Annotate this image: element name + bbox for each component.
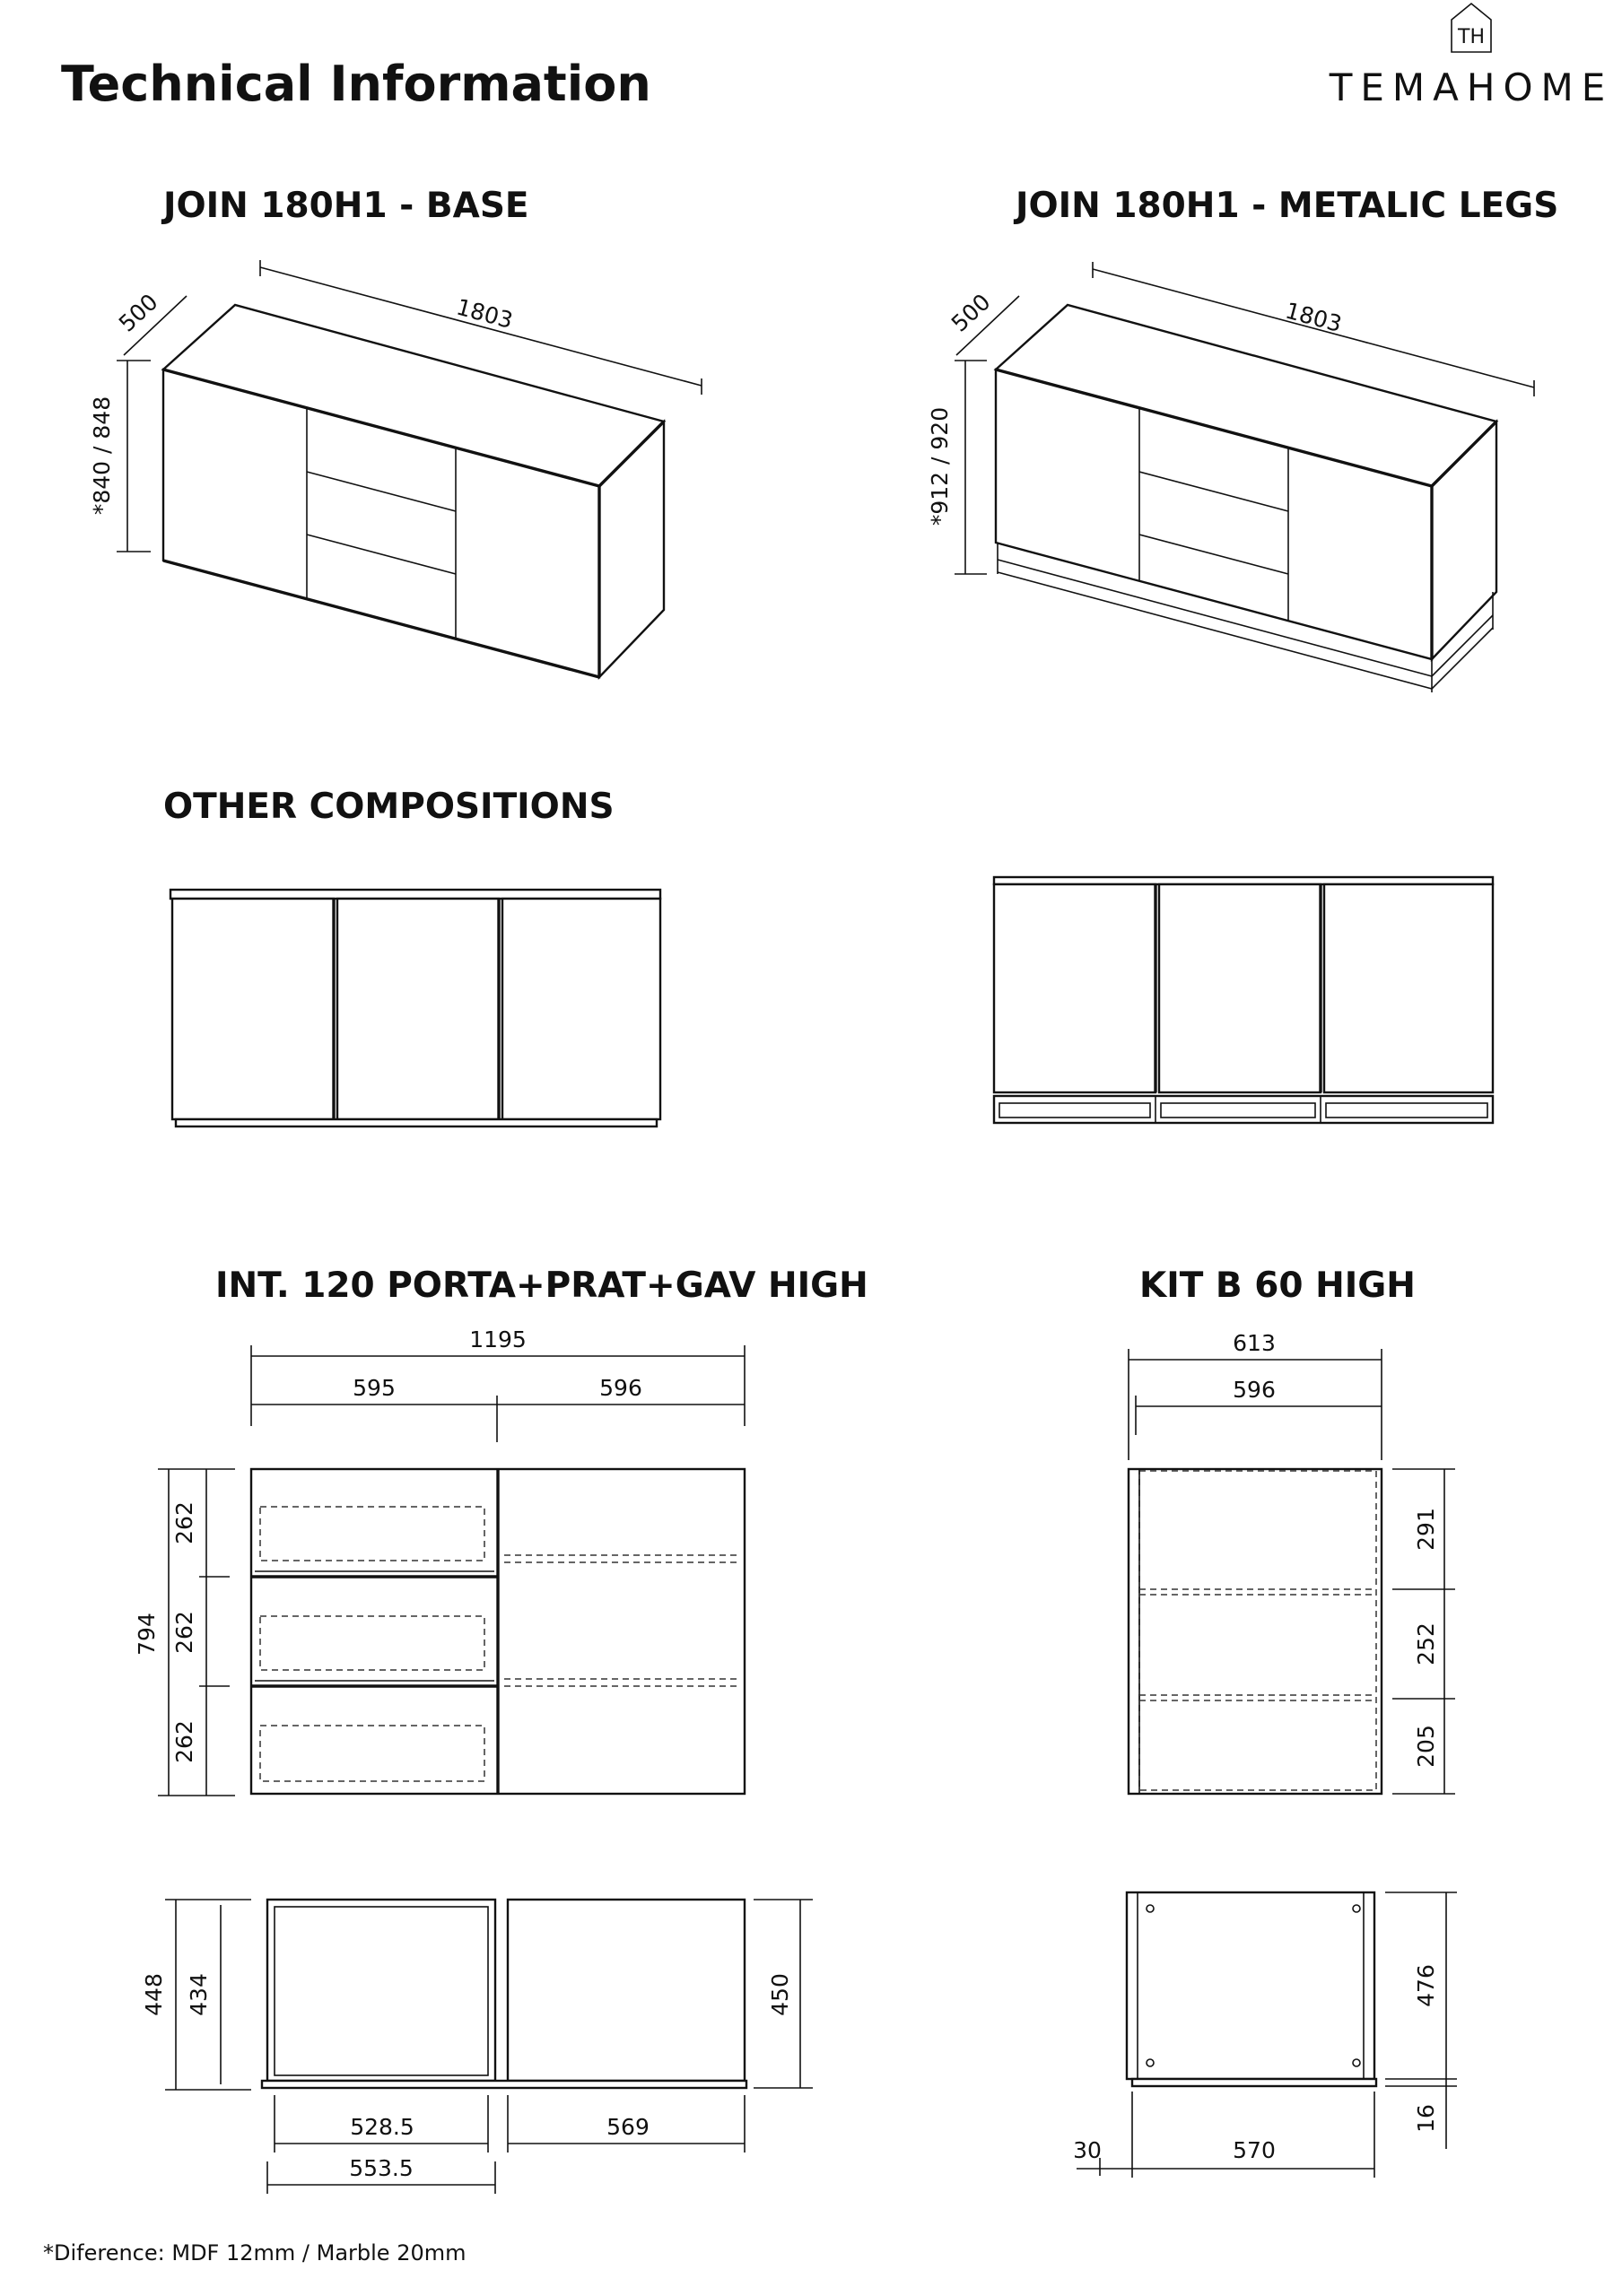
temahome-logo bbox=[1329, 4, 1614, 109]
int120-dimensions-left bbox=[134, 1469, 235, 1796]
base-width-label: 1803 bbox=[453, 293, 516, 335]
footnote: *Diference: MDF 12mm / Marble 20mm bbox=[43, 2240, 467, 2266]
kitb-total-width-label: 613 bbox=[1233, 1330, 1276, 1356]
int120-inner-width-label: 528.5 bbox=[350, 2114, 414, 2140]
brand-name: TEMAHOME bbox=[1329, 65, 1614, 109]
base-depth-label: 500 bbox=[113, 288, 163, 337]
heading-other-compositions: OTHER COMPOSITIONS bbox=[163, 787, 615, 827]
int120-drawer-3-label: 262 bbox=[171, 1720, 197, 1763]
kitb-dimensions-right bbox=[1392, 1469, 1455, 1794]
int120-total-width-label: 1195 bbox=[469, 1326, 527, 1352]
int120-right-plan-width-label: 569 bbox=[606, 2114, 650, 2140]
page-title: Technical Information bbox=[61, 56, 651, 112]
kitb-h3-label: 205 bbox=[1413, 1725, 1439, 1768]
int120-dimensions-top bbox=[251, 1326, 745, 1442]
base-height-label: *840 / 848 bbox=[89, 396, 115, 516]
int120-drawer-1-label: 262 bbox=[171, 1501, 197, 1544]
int120-outer-depth-label: 448 bbox=[141, 1973, 167, 2016]
kitb-h2-label: 252 bbox=[1413, 1622, 1439, 1665]
legs-width-label: 1803 bbox=[1282, 297, 1345, 338]
composition-legs-3-doors bbox=[994, 877, 1493, 1123]
int120-right-depth-label: 450 bbox=[767, 1973, 793, 2016]
kitb-inner-width-label: 596 bbox=[1233, 1377, 1276, 1403]
base-sideboard-drawing bbox=[163, 305, 664, 677]
logo-letters: TH bbox=[1458, 26, 1485, 48]
legs-height-label: *912 / 920 bbox=[927, 406, 953, 526]
kitb-offset-label: 30 bbox=[1073, 2137, 1102, 2163]
kitb-dimensions-top bbox=[1129, 1330, 1382, 1460]
kitb-depth-label: 476 bbox=[1413, 1964, 1439, 2007]
legs-sideboard-drawing bbox=[996, 305, 1496, 692]
heading-kit-b-60: KIT B 60 HIGH bbox=[1139, 1265, 1416, 1306]
heading-base: JOIN 180H1 - BASE bbox=[163, 186, 529, 226]
kitb-plinth-label: 16 bbox=[1413, 2104, 1439, 2133]
int120-front-elevation bbox=[251, 1469, 745, 1794]
composition-base-3-doors bbox=[170, 890, 660, 1126]
legs-depth-label: 500 bbox=[946, 288, 996, 337]
int120-drawer-2-label: 262 bbox=[171, 1611, 197, 1654]
kitb-plan-view bbox=[1127, 1892, 1376, 2086]
int120-outer-width-label: 553.5 bbox=[349, 2155, 414, 2181]
kitb-front-elevation bbox=[1129, 1469, 1382, 1794]
kitb-plan-width-label: 570 bbox=[1233, 2137, 1276, 2163]
int120-plan-view bbox=[262, 1900, 746, 2088]
int120-left-width-label: 595 bbox=[353, 1375, 396, 1401]
heading-metalic-legs: JOIN 180H1 - METALIC LEGS bbox=[1016, 186, 1559, 226]
kitb-h1-label: 291 bbox=[1413, 1508, 1439, 1551]
int120-right-width-label: 596 bbox=[599, 1375, 642, 1401]
heading-int-120: INT. 120 PORTA+PRAT+GAV HIGH bbox=[215, 1265, 868, 1306]
int120-total-height-label: 794 bbox=[134, 1613, 160, 1656]
int120-inner-depth-label: 434 bbox=[186, 1973, 212, 2016]
